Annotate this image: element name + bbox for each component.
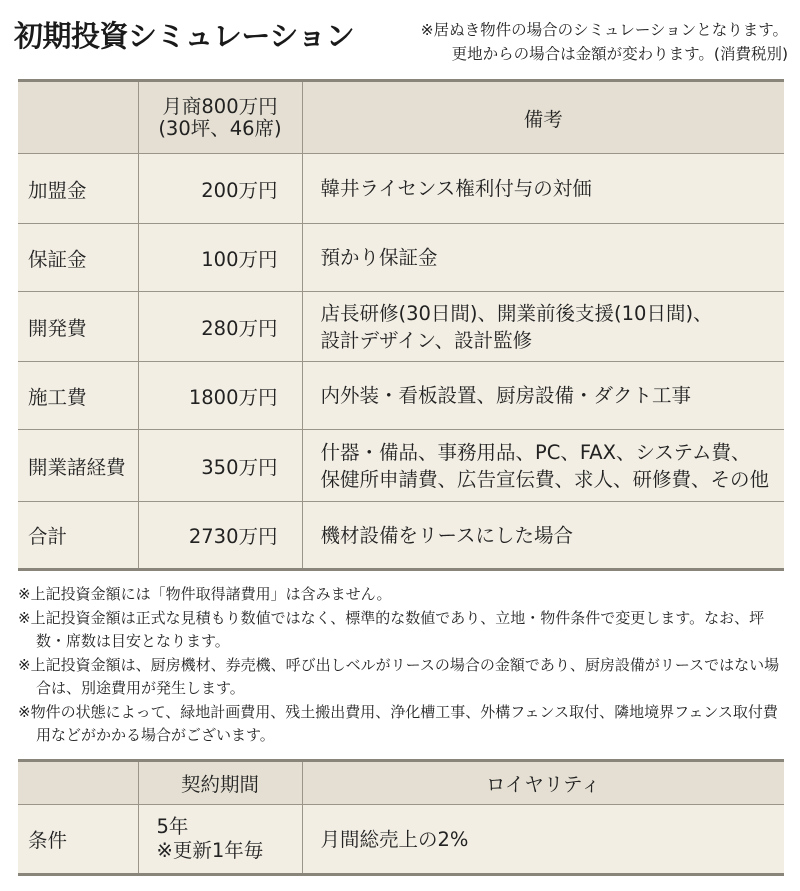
header-amount-line: 月商800万円 bbox=[162, 94, 278, 118]
footnotes bbox=[18, 583, 786, 748]
row-label: 施工費 bbox=[18, 362, 138, 430]
header-amount-line: (30坪、46席) bbox=[158, 116, 282, 140]
row-note-line: 機材設備をリースにした場合 bbox=[320, 523, 574, 547]
header-label-cell bbox=[18, 81, 138, 154]
row-note bbox=[302, 362, 784, 430]
footnote-item: ※上記投資金額は正式な見積もり数値ではなく、標準的な数値であり、立地・物件条件で変更します。なお、坪数・席数は目安となります。 bbox=[18, 608, 765, 650]
row-amount: 1800万円 bbox=[138, 362, 302, 430]
row-note-line: 什器・備品、事務用品、PC、FAX、システム費、 bbox=[320, 440, 751, 464]
row-note bbox=[302, 224, 784, 292]
contract-terms-table bbox=[18, 759, 784, 876]
row-note-line: 預かり保証金 bbox=[320, 246, 438, 269]
table-header-row bbox=[18, 81, 784, 154]
header-note-line: 更地からの場合は金額が変わります。(消費税別) bbox=[451, 45, 788, 63]
terms-header-label-cell bbox=[18, 761, 138, 805]
table-row bbox=[18, 292, 784, 362]
terms-period-line: ※更新1年毎 bbox=[156, 839, 264, 862]
terms-row bbox=[18, 805, 784, 875]
table-row bbox=[18, 430, 784, 502]
footnote-item: ※上記投資金額は、厨房機材、券売機、呼び出しベルがリースの場合の金額であり、厨房設備がリースではない場合は、別途費用が発生します。 bbox=[18, 655, 780, 697]
header-note-cell: 備考 bbox=[302, 81, 784, 154]
terms-period-cell bbox=[138, 805, 302, 875]
row-amount: 280万円 bbox=[138, 292, 302, 362]
row-note bbox=[302, 292, 784, 362]
row-label: 保証金 bbox=[18, 224, 138, 292]
footnote-item: ※上記投資金額には「物件取得諸費用」は含みません。 bbox=[18, 585, 392, 603]
row-note-line: 保健所申請費、広告宣伝費、求人、研修費、その他 bbox=[320, 467, 770, 491]
row-note-line: 店長研修(30日間)、開業前後支援(10日間)、 bbox=[320, 301, 713, 325]
terms-header-period: 契約期間 bbox=[138, 761, 302, 805]
row-amount: 100万円 bbox=[138, 224, 302, 292]
page-title: 初期投資シミュレーション bbox=[14, 19, 355, 53]
header-note bbox=[421, 18, 788, 66]
terms-period-line: 5年 bbox=[156, 815, 189, 838]
row-note-line: 韓井ライセンス権利付与の対価 bbox=[320, 177, 592, 200]
table-row bbox=[18, 224, 784, 292]
table-row bbox=[18, 502, 784, 570]
row-label: 開発費 bbox=[18, 292, 138, 362]
table-row bbox=[18, 362, 784, 430]
row-amount: 350万円 bbox=[138, 430, 302, 502]
row-label: 開業諸経費 bbox=[18, 430, 138, 502]
footnote-item: ※物件の状態によって、緑地計画費用、残土搬出費用、浄化槽工事、外構フェンス取付、隣地境界フェンス取付費用などがかかる場合がございます。 bbox=[18, 702, 778, 744]
row-note bbox=[302, 430, 784, 502]
row-note-line: 設計デザイン、設計監修 bbox=[320, 328, 533, 352]
header-amount-cell bbox=[138, 81, 302, 154]
row-note bbox=[302, 154, 784, 224]
row-amount: 2730万円 bbox=[138, 502, 302, 570]
row-note-line: 内外装・看板設置、厨房設備・ダクト工事 bbox=[320, 384, 692, 407]
terms-header-row bbox=[18, 761, 784, 805]
row-amount: 200万円 bbox=[138, 154, 302, 224]
terms-header-royalty: ロイヤリティ bbox=[302, 761, 784, 805]
row-note bbox=[302, 502, 784, 570]
terms-row-label: 条件 bbox=[18, 805, 138, 875]
header-note-line: ※居ぬき物件の場合のシミュレーションとなります。 bbox=[420, 21, 788, 39]
row-label: 加盟金 bbox=[18, 154, 138, 224]
row-label: 合計 bbox=[18, 502, 138, 570]
terms-royalty-cell: 月間総売上の2% bbox=[302, 805, 784, 875]
table-row bbox=[18, 154, 784, 224]
investment-table bbox=[18, 79, 784, 571]
